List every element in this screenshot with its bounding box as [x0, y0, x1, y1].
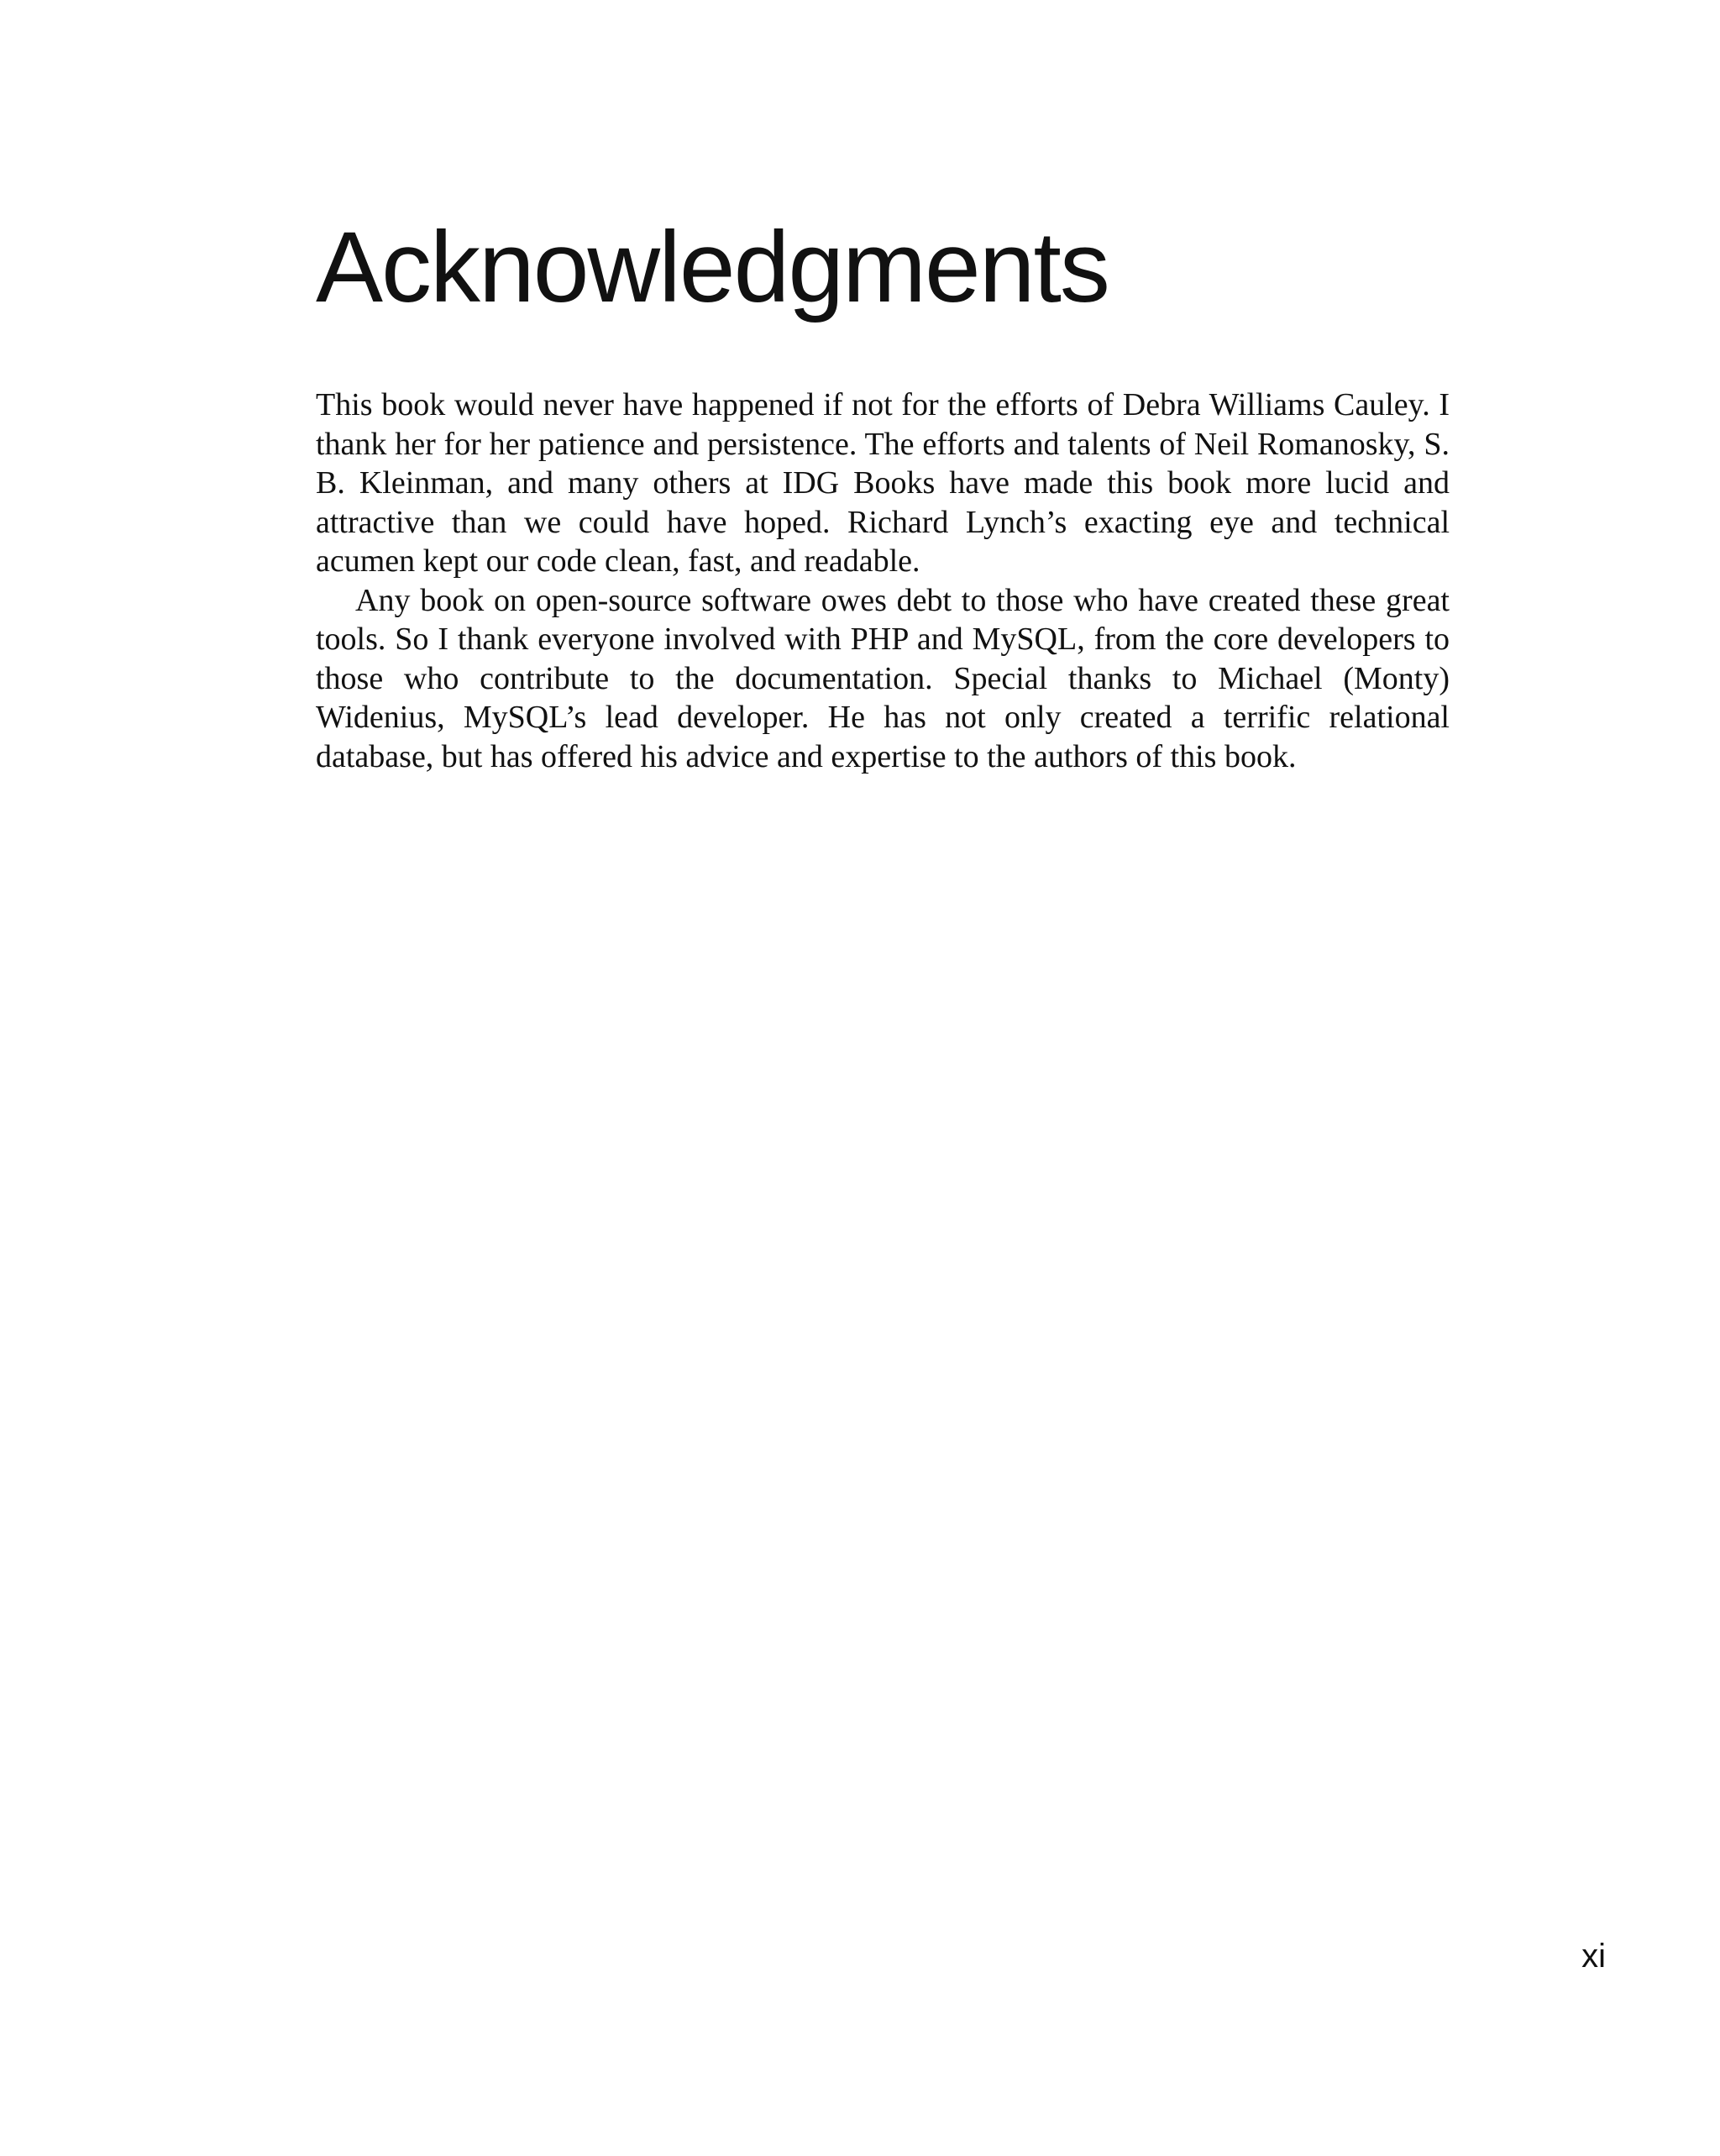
body-text	[316, 386, 1450, 776]
paragraph-1: This book would never have happened if not for the efforts of Debra Williams Cauley. I thank her for her patience and persistence. The efforts and talents of Neil Romanosky, S. B. Kleinman, and many others at IDG Books have made this book more lucid and attractive than we could have hoped. Richard Lynch’s exacting eye and technical acumen kept our code clean, fast, and readable.	[316, 387, 1450, 579]
page-title: Acknowledgments	[316, 211, 1109, 323]
page-number: xi	[1581, 1938, 1606, 1975]
paragraph-2: Any book on open-source software owes debt to those who have created these great tools. So I thank everyone involved with PHP and MySQL, from the core developers to those who contribute to the documentation. Special thanks to Michael (Monty) Widenius, MySQL’s lead developer. He has not only created a terrific relational database, but has offered his advice and expertise to the authors of this book.	[316, 582, 1450, 774]
